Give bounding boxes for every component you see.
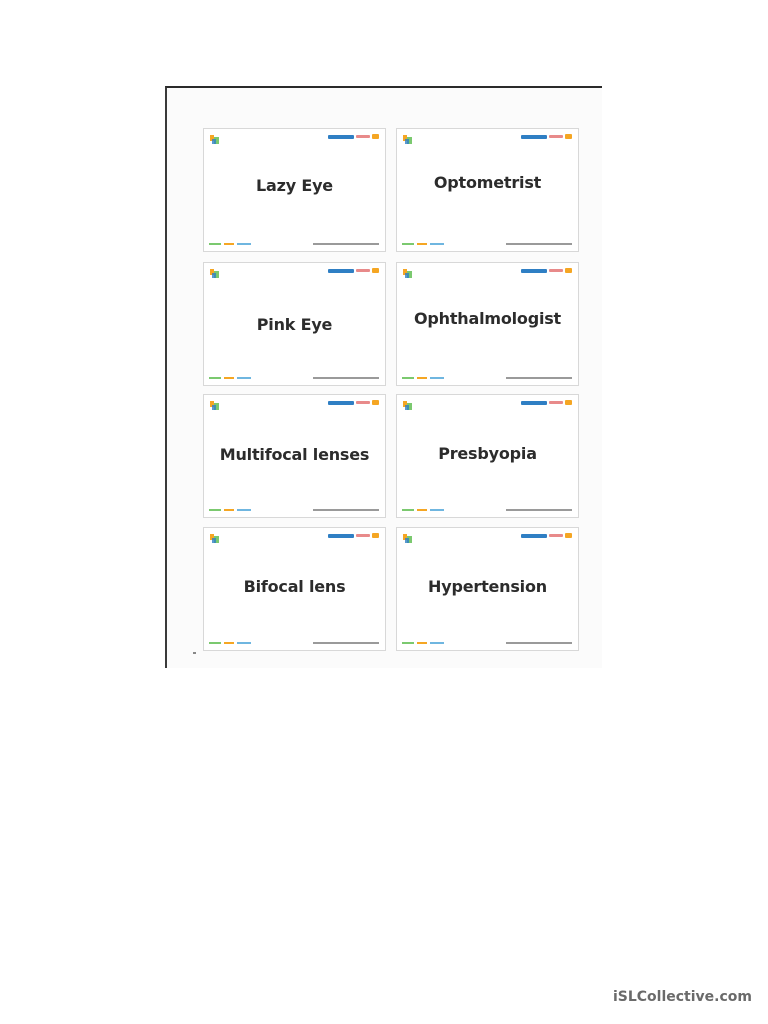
card-logo-icon xyxy=(402,268,414,280)
card-footer-url xyxy=(506,243,572,245)
card-footer-tagline xyxy=(209,509,251,511)
flashcard xyxy=(203,262,386,386)
card-footer-tagline xyxy=(209,377,251,379)
card-logo-icon xyxy=(209,134,221,146)
flashcard xyxy=(203,128,386,252)
watermark: iSLCollective.com xyxy=(612,989,752,1005)
card-logo-icon xyxy=(402,400,414,412)
card-brand-logo xyxy=(328,268,379,273)
card-logo-icon xyxy=(209,400,221,412)
card-footer-tagline xyxy=(402,377,444,379)
card-logo-icon xyxy=(209,268,221,280)
card-brand-logo xyxy=(328,400,379,405)
card-logo-icon xyxy=(209,533,221,545)
card-word: Bifocal lens xyxy=(243,577,346,596)
card-brand-logo xyxy=(521,134,572,139)
card-footer-url xyxy=(313,509,379,511)
flashcard xyxy=(396,394,579,518)
card-footer-tagline xyxy=(209,642,251,644)
flashcard xyxy=(396,527,579,651)
card-footer-tagline xyxy=(209,243,251,245)
card-word: Optometrist xyxy=(433,173,542,192)
scan-artifact xyxy=(193,652,196,654)
card-word: Ophthalmologist xyxy=(413,309,562,328)
flashcard xyxy=(203,527,386,651)
card-word: Lazy Eye xyxy=(256,176,333,195)
scanned-page xyxy=(165,86,602,668)
card-word: Multifocal lenses xyxy=(219,445,370,464)
flashcard xyxy=(396,128,579,252)
card-word: Presbyopia xyxy=(438,444,537,463)
card-footer-url xyxy=(313,377,379,379)
card-brand-logo xyxy=(521,533,572,538)
card-footer-url xyxy=(506,377,572,379)
card-brand-logo xyxy=(328,533,379,538)
card-footer-url xyxy=(506,509,572,511)
card-word: Pink Eye xyxy=(256,315,333,334)
card-brand-logo xyxy=(521,268,572,273)
card-footer-url xyxy=(313,243,379,245)
card-logo-icon xyxy=(402,533,414,545)
card-brand-logo xyxy=(521,400,572,405)
card-footer-tagline xyxy=(402,642,444,644)
card-word: Hypertension xyxy=(428,577,547,596)
flashcard xyxy=(203,394,386,518)
flashcard xyxy=(396,262,579,386)
card-footer-tagline xyxy=(402,509,444,511)
card-footer-url xyxy=(313,642,379,644)
card-footer-tagline xyxy=(402,243,444,245)
card-brand-logo xyxy=(328,134,379,139)
card-footer-url xyxy=(506,642,572,644)
card-logo-icon xyxy=(402,134,414,146)
